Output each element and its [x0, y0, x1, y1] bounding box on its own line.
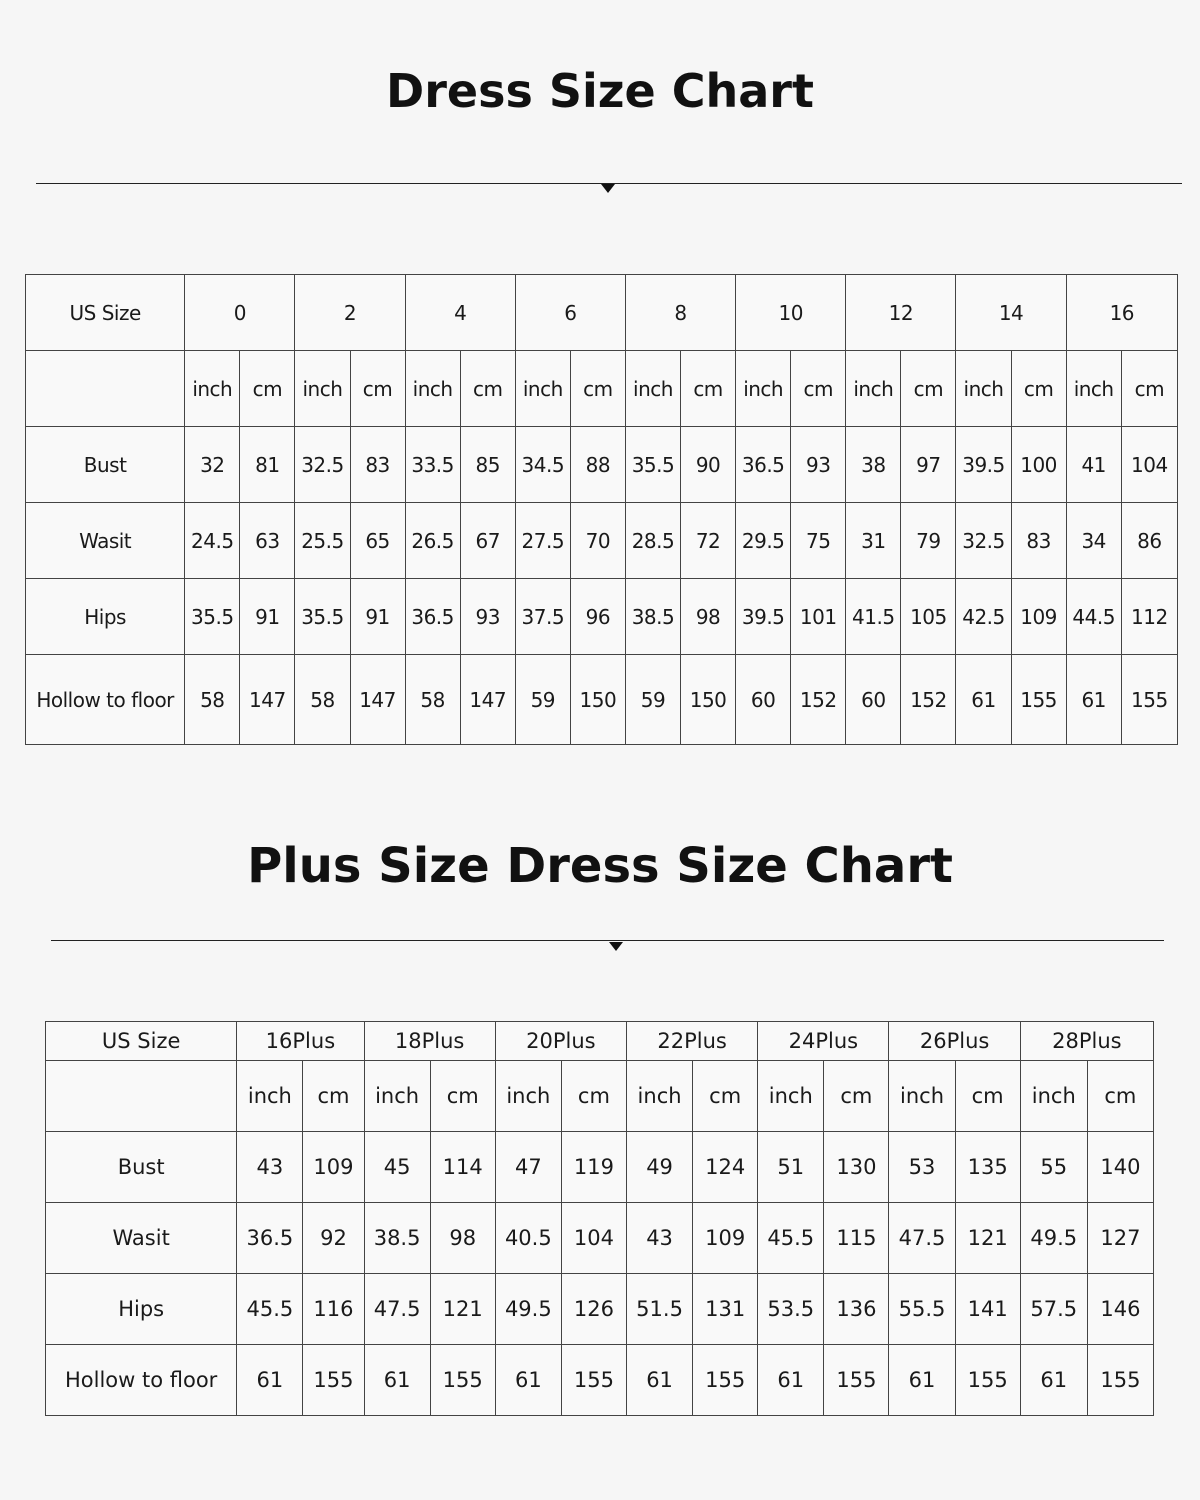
measurement-value: 104 — [561, 1203, 626, 1274]
measurement-value: 38.5 — [625, 579, 680, 655]
unit-cm-cell: cm — [1121, 351, 1177, 427]
unit-cm-cell: cm — [240, 351, 295, 427]
measurement-value: 38.5 — [364, 1203, 430, 1274]
measurement-label: Hips — [26, 579, 185, 655]
measurement-value: 31 — [846, 503, 901, 579]
dress-size-chart-title: Dress Size Chart — [386, 64, 814, 118]
measurement-value: 124 — [693, 1132, 758, 1203]
unit-cm-cell: cm — [1011, 351, 1066, 427]
measurement-value: 147 — [350, 655, 405, 745]
measurement-value: 34.5 — [515, 427, 570, 503]
measurement-row — [46, 1345, 1154, 1416]
size-header-cell: 18Plus — [364, 1022, 495, 1061]
measurement-value: 44.5 — [1066, 579, 1121, 655]
measurement-value: 25.5 — [295, 503, 350, 579]
size-header-cell: 14 — [956, 275, 1066, 351]
measurement-value: 155 — [430, 1345, 495, 1416]
measurement-value: 37.5 — [515, 579, 570, 655]
measurement-value: 86 — [1121, 503, 1177, 579]
measurement-value: 36.5 — [405, 579, 460, 655]
measurement-value: 115 — [824, 1203, 889, 1274]
measurement-label: Hollow to floor — [26, 655, 185, 745]
size-header-label: US Size — [46, 1022, 237, 1061]
size-header-cell: 16 — [1066, 275, 1177, 351]
measurement-value: 61 — [889, 1345, 955, 1416]
measurement-value: 131 — [693, 1274, 758, 1345]
measurement-row — [26, 655, 1178, 745]
measurement-value: 47.5 — [889, 1203, 955, 1274]
measurement-value: 92 — [303, 1203, 364, 1274]
size-header-cell: 28Plus — [1020, 1022, 1153, 1061]
measurement-row — [46, 1203, 1154, 1274]
unit-cm-cell: cm — [350, 351, 405, 427]
measurement-value: 32.5 — [295, 427, 350, 503]
size-header-cell: 2 — [295, 275, 405, 351]
divider-arrow-icon — [609, 942, 623, 951]
unit-inch-cell: inch — [889, 1061, 955, 1132]
measurement-value: 35.5 — [185, 579, 240, 655]
measurement-value: 83 — [1011, 503, 1066, 579]
size-header-label: US Size — [26, 275, 185, 351]
measurement-value: 97 — [901, 427, 956, 503]
measurement-value: 96 — [570, 579, 625, 655]
measurement-value: 29.5 — [736, 503, 791, 579]
measurement-value: 61 — [495, 1345, 561, 1416]
measurement-value: 32 — [185, 427, 240, 503]
unit-inch-cell: inch — [295, 351, 350, 427]
size-header-cell: 20Plus — [495, 1022, 626, 1061]
measurement-value: 150 — [570, 655, 625, 745]
measurement-value: 49.5 — [1020, 1203, 1087, 1274]
size-header-row — [46, 1022, 1154, 1061]
measurement-value: 155 — [1087, 1345, 1153, 1416]
measurement-value: 63 — [240, 503, 295, 579]
measurement-value: 141 — [955, 1274, 1020, 1345]
measurement-value: 121 — [430, 1274, 495, 1345]
unit-row — [26, 351, 1178, 427]
measurement-value: 85 — [460, 427, 515, 503]
unit-inch-cell: inch — [625, 351, 680, 427]
size-header-cell: 22Plus — [627, 1022, 758, 1061]
measurement-value: 155 — [824, 1345, 889, 1416]
measurement-value: 39.5 — [956, 427, 1011, 503]
measurement-label: Wasit — [26, 503, 185, 579]
measurement-value: 57.5 — [1020, 1274, 1087, 1345]
measurement-value: 47.5 — [364, 1274, 430, 1345]
measurement-row — [26, 503, 1178, 579]
unit-inch-cell: inch — [237, 1061, 303, 1132]
size-header-cell: 4 — [405, 275, 515, 351]
measurement-row — [46, 1274, 1154, 1345]
measurement-row — [26, 427, 1178, 503]
measurement-value: 109 — [1011, 579, 1066, 655]
measurement-value: 61 — [1020, 1345, 1087, 1416]
size-header-cell: 26Plus — [889, 1022, 1020, 1061]
measurement-value: 150 — [681, 655, 736, 745]
measurement-value: 136 — [824, 1274, 889, 1345]
unit-cm-cell: cm — [901, 351, 956, 427]
measurement-value: 60 — [846, 655, 901, 745]
measurement-value: 53.5 — [758, 1274, 824, 1345]
unit-inch-cell: inch — [405, 351, 460, 427]
divider-arrow-icon — [601, 184, 615, 193]
unit-cm-cell: cm — [824, 1061, 889, 1132]
unit-inch-cell: inch — [758, 1061, 824, 1132]
measurement-value: 126 — [561, 1274, 626, 1345]
measurement-value: 32.5 — [956, 503, 1011, 579]
measurement-value: 93 — [460, 579, 515, 655]
unit-cm-cell: cm — [681, 351, 736, 427]
measurement-value: 41 — [1066, 427, 1121, 503]
unit-cm-cell: cm — [693, 1061, 758, 1132]
measurement-value: 40.5 — [495, 1203, 561, 1274]
measurement-value: 155 — [955, 1345, 1020, 1416]
measurement-value: 61 — [627, 1345, 693, 1416]
unit-cm-cell: cm — [303, 1061, 364, 1132]
measurement-value: 61 — [237, 1345, 303, 1416]
unit-inch-cell: inch — [515, 351, 570, 427]
unit-cm-cell: cm — [1087, 1061, 1153, 1132]
size-header-cell: 16Plus — [237, 1022, 364, 1061]
measurement-value: 41.5 — [846, 579, 901, 655]
measurement-value: 104 — [1121, 427, 1177, 503]
measurement-value: 58 — [405, 655, 460, 745]
dress-size-table — [25, 274, 1178, 745]
unit-inch-cell: inch — [736, 351, 791, 427]
unit-cm-cell: cm — [460, 351, 515, 427]
size-header-cell: 6 — [515, 275, 625, 351]
measurement-value: 152 — [791, 655, 846, 745]
unit-cm-cell: cm — [955, 1061, 1020, 1132]
measurement-value: 72 — [681, 503, 736, 579]
measurement-value: 65 — [350, 503, 405, 579]
measurement-label: Hollow to floor — [46, 1345, 237, 1416]
measurement-value: 45 — [364, 1132, 430, 1203]
measurement-value: 47 — [495, 1132, 561, 1203]
measurement-row — [26, 579, 1178, 655]
measurement-value: 59 — [625, 655, 680, 745]
measurement-value: 42.5 — [956, 579, 1011, 655]
size-header-cell: 10 — [736, 275, 846, 351]
unit-inch-cell: inch — [185, 351, 240, 427]
unit-cm-cell: cm — [430, 1061, 495, 1132]
measurement-value: 61 — [956, 655, 1011, 745]
measurement-value: 75 — [791, 503, 846, 579]
measurement-value: 34 — [1066, 503, 1121, 579]
measurement-value: 36.5 — [736, 427, 791, 503]
measurement-value: 155 — [693, 1345, 758, 1416]
measurement-value: 91 — [350, 579, 405, 655]
size-header-cell: 12 — [846, 275, 956, 351]
plus-size-chart-title: Plus Size Dress Size Chart — [247, 838, 953, 894]
measurement-value: 53 — [889, 1132, 955, 1203]
measurement-value: 26.5 — [405, 503, 460, 579]
measurement-value: 114 — [430, 1132, 495, 1203]
measurement-value: 61 — [1066, 655, 1121, 745]
measurement-value: 49.5 — [495, 1274, 561, 1345]
plus-size-table — [45, 1021, 1154, 1416]
unit-inch-cell: inch — [846, 351, 901, 427]
measurement-value: 39.5 — [736, 579, 791, 655]
measurement-value: 70 — [570, 503, 625, 579]
measurement-value: 130 — [824, 1132, 889, 1203]
measurement-value: 28.5 — [625, 503, 680, 579]
measurement-value: 79 — [901, 503, 956, 579]
measurement-label: Hips — [46, 1274, 237, 1345]
measurement-value: 91 — [240, 579, 295, 655]
measurement-value: 38 — [846, 427, 901, 503]
unit-inch-cell: inch — [364, 1061, 430, 1132]
measurement-value: 36.5 — [237, 1203, 303, 1274]
measurement-value: 121 — [955, 1203, 1020, 1274]
measurement-value: 147 — [460, 655, 515, 745]
measurement-value: 27.5 — [515, 503, 570, 579]
measurement-value: 45.5 — [237, 1274, 303, 1345]
measurement-value: 51 — [758, 1132, 824, 1203]
measurement-value: 100 — [1011, 427, 1066, 503]
unit-row-label — [26, 351, 185, 427]
measurement-value: 45.5 — [758, 1203, 824, 1274]
measurement-value: 98 — [430, 1203, 495, 1274]
size-header-row — [26, 275, 1178, 351]
measurement-value: 51.5 — [627, 1274, 693, 1345]
measurement-value: 88 — [570, 427, 625, 503]
divider-line — [51, 940, 1164, 941]
measurement-label: Wasit — [46, 1203, 237, 1274]
size-header-cell: 0 — [185, 275, 295, 351]
unit-inch-cell: inch — [1066, 351, 1121, 427]
measurement-label: Bust — [46, 1132, 237, 1203]
measurement-value: 55.5 — [889, 1274, 955, 1345]
size-header-cell: 8 — [625, 275, 735, 351]
unit-cm-cell: cm — [791, 351, 846, 427]
unit-inch-cell: inch — [956, 351, 1011, 427]
measurement-label: Bust — [26, 427, 185, 503]
measurement-value: 59 — [515, 655, 570, 745]
unit-row-label — [46, 1061, 237, 1132]
unit-cm-cell: cm — [561, 1061, 626, 1132]
unit-inch-cell: inch — [627, 1061, 693, 1132]
measurement-value: 93 — [791, 427, 846, 503]
unit-cm-cell: cm — [570, 351, 625, 427]
measurement-value: 58 — [185, 655, 240, 745]
measurement-value: 155 — [561, 1345, 626, 1416]
measurement-value: 61 — [364, 1345, 430, 1416]
measurement-value: 67 — [460, 503, 515, 579]
measurement-value: 146 — [1087, 1274, 1153, 1345]
measurement-value: 43 — [627, 1203, 693, 1274]
unit-inch-cell: inch — [495, 1061, 561, 1132]
measurement-value: 109 — [693, 1203, 758, 1274]
measurement-value: 140 — [1087, 1132, 1153, 1203]
measurement-value: 119 — [561, 1132, 626, 1203]
measurement-value: 83 — [350, 427, 405, 503]
measurement-value: 43 — [237, 1132, 303, 1203]
measurement-value: 101 — [791, 579, 846, 655]
measurement-value: 33.5 — [405, 427, 460, 503]
measurement-value: 112 — [1121, 579, 1177, 655]
measurement-value: 35.5 — [295, 579, 350, 655]
measurement-value: 155 — [1121, 655, 1177, 745]
measurement-value: 24.5 — [185, 503, 240, 579]
measurement-value: 127 — [1087, 1203, 1153, 1274]
measurement-value: 109 — [303, 1132, 364, 1203]
measurement-row — [46, 1132, 1154, 1203]
measurement-value: 152 — [901, 655, 956, 745]
measurement-value: 61 — [758, 1345, 824, 1416]
measurement-value: 155 — [1011, 655, 1066, 745]
measurement-value: 98 — [681, 579, 736, 655]
measurement-value: 60 — [736, 655, 791, 745]
measurement-value: 49 — [627, 1132, 693, 1203]
unit-inch-cell: inch — [1020, 1061, 1087, 1132]
measurement-value: 105 — [901, 579, 956, 655]
unit-row — [46, 1061, 1154, 1132]
measurement-value: 35.5 — [625, 427, 680, 503]
measurement-value: 58 — [295, 655, 350, 745]
size-header-cell: 24Plus — [758, 1022, 889, 1061]
measurement-value: 155 — [303, 1345, 364, 1416]
measurement-value: 147 — [240, 655, 295, 745]
measurement-value: 90 — [681, 427, 736, 503]
measurement-value: 55 — [1020, 1132, 1087, 1203]
measurement-value: 116 — [303, 1274, 364, 1345]
measurement-value: 135 — [955, 1132, 1020, 1203]
measurement-value: 81 — [240, 427, 295, 503]
